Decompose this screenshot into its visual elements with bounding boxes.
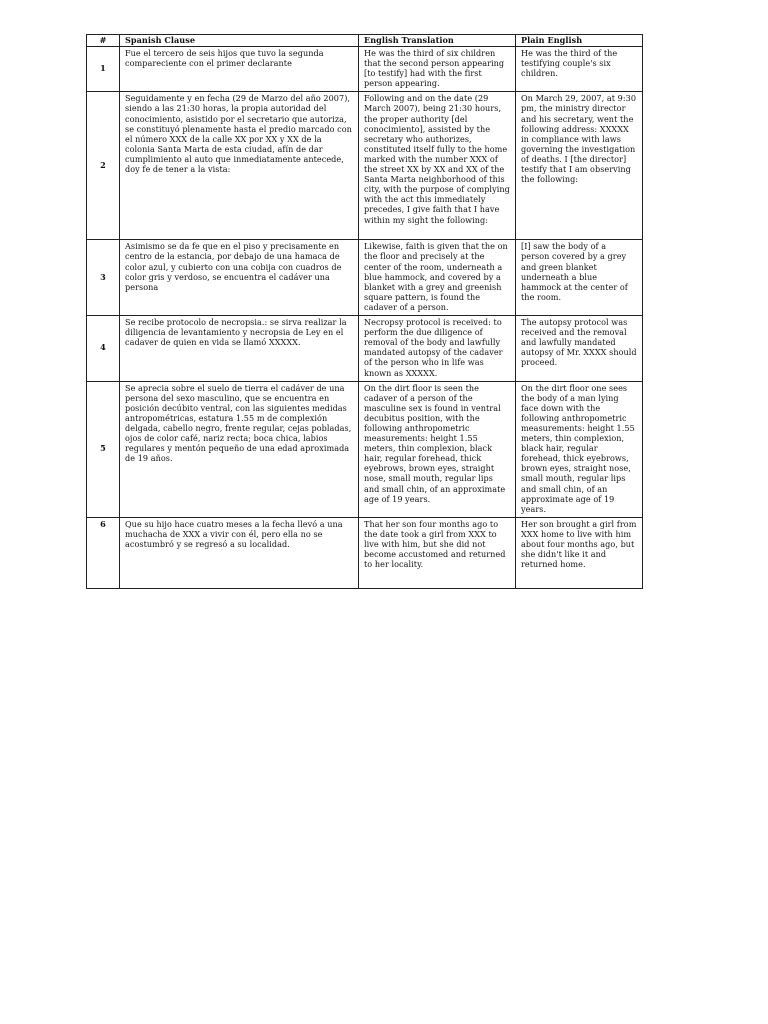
spanish-clause-cell: Fue el tercero de seis hijos que tuvo la segunda compareciente con el primer declarante: [120, 47, 359, 92]
spanish-clause-cell: Se aprecia sobre el suelo de tierra el cadáver de una persona del sexo masculino, que se encuentra en posición decúbito ventral, con las siguientes medidas antropométricas, estatura 1.55 m de complexión delgada, cabello negro, frente regular, cejas pobladas, ojos de color café, nariz recta; boca chica, labios regulares y mentón pequeño de una edad aproximada de 19 años.: [120, 381, 359, 517]
english-translation-cell: That her son four months ago to the date took a girl from XXX to live with him, but she did not become accustomed and returned to her locality.: [359, 517, 516, 588]
document-page: [86, 34, 642, 589]
spanish-clause-cell: Asimismo se da fe que en el piso y precisamente en centro de la estancia, por debajo de una hamaca de color azul, y cubierto con una cobija con cuadros de color gris y verdoso, se encuentra el cadáver una persona: [120, 240, 359, 316]
english-translation-cell: Necropsy protocol is received: to perform the due diligence of removal of the body and lawfully mandated autopsy of the cadaver of the person who in life was known as XXXXX.: [359, 316, 516, 382]
spanish-clause-cell: Seguidamente y en fecha (29 de Marzo del año 2007), siendo a las 21:30 horas, la propia autoridad del conocimiento, asistido por el secretario que autoriza, se constituyó plenamente hasta el predio marcado con el número XXX de la calle XX por XX y XX de la colonia Santa Marta de esta ciudad, afín de dar cumplimiento al auto que inmediatamente antecede, doy fe de tener a la vista:: [120, 92, 359, 240]
plain-english-cell: On March 29, 2007, at 9:30 pm, the ministry director and his secretary, went the following address: XXXXX in compliance with laws governing the investigation of deaths. I [the director] testify that I am observing the following:: [516, 92, 643, 240]
english-translation-cell: He was the third of six children that the second person appearing [to testify] had with the first person appearing.: [359, 47, 516, 92]
plain-english-cell: He was the third of the testifying couple's six children.: [516, 47, 643, 92]
english-translation-cell: Following and on the date (29 March 2007), being 21:30 hours, the proper authority [del conocimiento], assisted by the secretary who authorizes, constituted itself fully to the home marked with the number XXX of the street XX by XX and XX of the Santa Marta neighborhood of this city, with the purpose of complying with the act this immediately precedes, I give faith that I have within my sight the following:: [359, 92, 516, 240]
spanish-clause-cell: Se recibe protocolo de necropsia.: se sirva realizar la diligencia de levantamiento y necropsia de Ley en el cadaver de quien en vida se llamó XXXXX.: [120, 316, 359, 382]
plain-english-cell: Her son brought a girl from XXX home to live with him about four months ago, but she didn't like it and returned home.: [516, 517, 643, 588]
row-number: 4: [87, 316, 120, 382]
translation-table: [86, 34, 643, 589]
spanish-clause-cell: Que su hijo hace cuatro meses a la fecha llevó a una muchacha de XXX a vivir con él, pero ella no se acostumbró y se regresó a su localidad.: [120, 517, 359, 588]
plain-english-cell: The autopsy protocol was received and the removal and lawfully mandated autopsy of Mr. XXXX should proceed.: [516, 316, 643, 382]
plain-english-cell: [I] saw the body of a person covered by a grey and green blanket underneath a blue hammock at the center of the room.: [516, 240, 643, 316]
header-plain-english: Plain English: [516, 35, 643, 47]
plain-english-cell: On the dirt floor one sees the body of a man lying face down with the following anthropometric measurements: height 1.55 meters, thin complexion, black hair, regular forehead, thick eyebrows, brown eyes, straight nose, small mouth, regular lips and small chin, of an approximate age of 19 years.: [516, 381, 643, 517]
row-number: 6: [87, 517, 120, 588]
header-english-translation: English Translation: [359, 35, 516, 47]
header-spanish-clause: Spanish Clause: [120, 35, 359, 47]
table-header-row: [87, 35, 643, 47]
table-row: [87, 92, 643, 240]
table-row: [87, 517, 643, 588]
table-row: [87, 381, 643, 517]
header-number: #: [87, 35, 120, 47]
table-row: [87, 240, 643, 316]
row-number: 3: [87, 240, 120, 316]
row-number: 1: [87, 47, 120, 92]
english-translation-cell: On the dirt floor is seen the cadaver of a person of the masculine sex is found in ventral decubitus position, with the following anthropometric measurements: height 1.55 meters, thin complexion, black hair, regular forehead, thick eyebrows, brown eyes, straight nose, small mouth, regular lips and small chin, of an approximate age of 19 years.: [359, 381, 516, 517]
row-number: 5: [87, 381, 120, 517]
table-row: [87, 47, 643, 92]
table-row: [87, 316, 643, 382]
row-number: 2: [87, 92, 120, 240]
english-translation-cell: Likewise, faith is given that the on the floor and precisely at the center of the room, underneath a blue hammock, and covered by a blanket with a grey and greenish square pattern, is found the cadaver of a person.: [359, 240, 516, 316]
